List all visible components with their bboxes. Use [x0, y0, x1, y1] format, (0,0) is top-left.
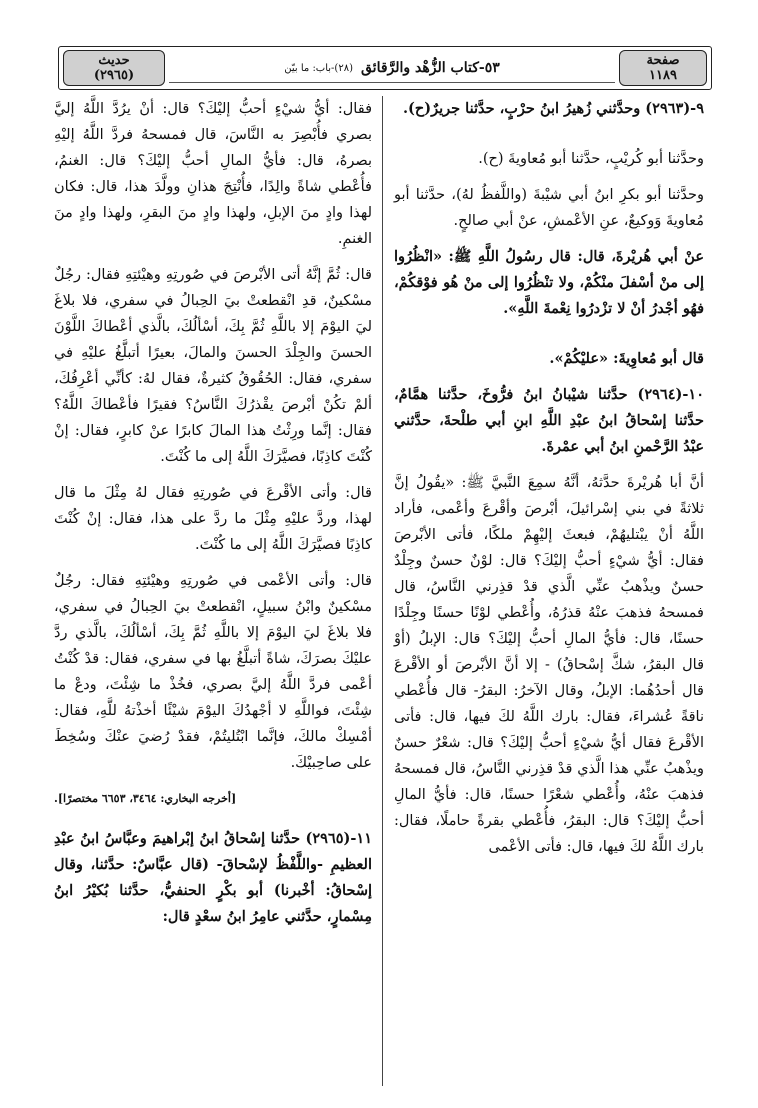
hadith-text: قال: ثُمَّ إنَّهُ أتى الأبْرصَ في صُورتِهِ وهيْئتِهِ فقال: رجُلٌ مسْكينٌ، قدِ انْقطعتْ بيَ الحِبالُ في سفري، فلا بلاغَ ليَ اليوْمَ إلا باللَّهِ ثُمَّ بِكَ، أسْألُكَ، بالَّذي أعْطاكَ اللَّوْنَ الحسنَ والجِلْدَ الحسنَ والمالَ، بعيرًا أتبلَّغُ عليْهِ في سفري، فقال: الحُقُوقُ كثيرةٌ، فقال لهُ: كأنِّي أعْرِفُكَ، ألمْ تكُنْ أبْرصَ يقْذرُكَ النَّاسُ؟ فقيرًا فأعْطاكَ اللَّهُ؟ فقال: إنَّما ورِثْتُ هذا المالَ كابرًا عنْ كابرٍ، فقال: إنْ كُنْتَ كاذِبًا، فصيَّرَكَ اللَّهُ إلى ما كُنْتَ.	[54, 267, 372, 465]
hadith-number-box	[63, 50, 165, 86]
column-divider	[382, 96, 383, 1086]
hadith-text: قال: وأتى الأقْرعَ في صُورتِهِ فقال لهُ مِثْلَ ما قال لهذا، وردَّ عليْهِ مِثْلَ ما ردَّ على هذا، فقال: إنْ كُنْتَ كاذِبًا فصيَّرَكَ اللَّهُ إلى ما كُنْتَ.	[54, 485, 372, 553]
header-rule	[169, 82, 615, 83]
page-number: ١١٨٩	[649, 68, 677, 83]
page-header	[58, 46, 712, 90]
hadith-text: عنْ أبي هُريْرةَ، قال: قال رسُولُ اللَّهِ ﷺ: «انْظُرُوا إلى منْ أسْفلَ منْكُمْ، ولا تنْظُرُوا إلى منْ هُو فوْقكُمْ، فهُو أجْدرُ أنْ لا تزْدرُوا نِعْمةَ اللَّهِ».	[394, 248, 704, 317]
page-number-box	[619, 50, 707, 86]
hadith-text: فقال: أيُّ شيْءٍ أحبُّ إليْكَ؟ قال: أنْ يرُدَّ اللَّهُ إليَّ بصري فأُبْصِرَ به النَّاسَ، قال فمسحهُ فردَّ اللَّهُ إليْهِ بصرهُ، قال: فأيُّ المالِ أحبُّ إليْكَ؟ قال: الغنمُ، فأُعْطي شاةً والِدًا، فأُنْتِجَ هذانِ وولَّدَ هذا، قال: فكان لهذا وادٍ منَ الإبلِ، ولهذا وادٍ منَ البقرِ، ولهذا وادٍ منَ الغنمِ.	[54, 101, 372, 247]
page-label: صفحة	[646, 53, 680, 68]
hadith-number: (٢٩٦٥)	[93, 68, 135, 83]
narrator-note: قال أبو مُعاوِيةَ: «عليْكُمْ».	[549, 350, 704, 367]
hadith-label: حديث	[98, 53, 130, 68]
chain-paragraph: وحدَّثنا أبو كُريْبٍ، حدَّثنا أبو مُعاويةَ (ح).	[478, 151, 704, 167]
chain-paragraph: وحدَّثنا أبو بكرِ ابنُ أبي شيْبةَ (واللَّفظُ لهُ)، حدَّثنا أبو مُعاويةَ وَوكيعٌ، عنِ الأعْمشِ، عنْ أبي صالحٍ.	[394, 187, 704, 229]
running-title	[171, 53, 613, 83]
hadith-text: قال: وأتى الأعْمى في صُورتِهِ وهيْئتِهِ فقال: رجُلٌ مسْكينٌ وابْنُ سبيلٍ، انْقطعتْ بيَ الحِبالُ في سفري، فلا بلاغَ ليَ اليوْمَ إلا باللَّهِ ثُمَّ بِكَ، أسْألُكَ، بالَّذي ردَّ عليْكَ بصرَكَ، شاةً أتبلَّغُ بها في سفري، فقال: قدْ كُنْتُ أعْمى فردَّ اللَّهُ إليَّ بصري، فخُذْ ما شِئْتَ، ودعْ ما شِئْتَ، فواللَّهِ لا أجْهدُكَ اليوْمَ شيْئًا أخذْتهُ للَّهِ، فقال: أمْسِكْ مالكَ، فإنَّما ابْتُليتُمْ، فقدْ رُضيَ عنْكَ وسُخِطَ على صاحِبيْكَ.	[54, 573, 372, 771]
left-column	[54, 96, 372, 940]
hadith-text: أنَّ أبا هُريْرةَ حدَّثهُ، أنَّهُ سمِعَ النَّبيَّ ﷺ: «يقُولُ إنَّ ثلاثةً في بني إسْرائيلَ، أبْرصَ وأقْرعَ وأعْمى، فأراد اللَّهُ أنْ يبْتليهُمْ، فبعثَ إليْهِمْ ملكًا، فأتى الأبْرصَ فقال: أيُّ شيْءٍ أحبُّ إليْكَ؟ قال: لوْنٌ حسنٌ وجِلْدٌ حسنٌ ويذْهبُ عنِّي الَّذي قدْ قذِرني النَّاسُ، قال فمسحهُ فذهبَ عنْهُ قذرُهُ، وأُعْطي لوْنًا حسنًا وجِلْدًا حسنًا، قال: فأيُّ المالِ أحبُّ إليْكَ؟ قال: الإبلُ (أوْ قال البقرُ، شكَّ إسْحاقُ) - إلا أنَّ الأبْرصَ أو الأقْرعَ قال أحدُهُما: الإبلُ، وقال الآخرُ: البقرُ- قال فأُعْطي ناقةً عُشراءَ، فقال: بارك اللَّهُ لكَ فيها، قال: فأتى الأقْرعَ فقال أيُّ شيْءٍ أحبُّ إليْكَ؟ قال: شعْرٌ حسنٌ ويذْهبُ عنِّي هذا الَّذي قدْ قذِرني النَّاسُ، قال فمسحهُ فذهبَ عنْهُ، وأُعْطي شعْرًا حسنًا، قال: فأيُّ المالِ أحبُّ إليْكَ؟ قال: البقرُ، فأُعْطي بقرةً حاملًا، فقال: بارك اللَّهُ لكَ فيها، قال: فأتى الأعْمى	[394, 475, 704, 855]
hadith-chain-2965: ١١-(٢٩٦٥) حدَّثنا إسْحاقُ ابنُ إبْراهيمَ وعبَّاسُ ابنُ عبْدِ العظيمِ -واللَّفْظُ لإسْحاقَ- (قال عبَّاسٌ: حدَّثنا، وقال إسْحاقُ: أخْبرنا) أبو بكْرٍ الحنفيُّ، حدَّثنا بُكيْرُ ابنُ مِسْمارٍ، حدَّثني عامِرُ ابنُ سعْدٍ قال:	[54, 830, 372, 925]
hadith-chain-2964: ١٠-(٢٩٦٤) حدَّثنا شيْبانُ ابنُ فرُّوخَ، حدَّثنا همَّامٌ، حدَّثنا إسْحاقُ ابنُ عبْدِ اللَّهِ ابنِ أبي طلْحةَ، حدَّثني عبْدُ الرَّحْمنِ ابنُ أبي عمْرةَ.	[394, 386, 704, 455]
takhrij-reference: [أخرجه البخاري: ٣٤٦٤، ٦٦٥٣ مختصرًا].	[54, 792, 237, 805]
hadith-chain-2963: ٩-(٢٩٦٣) وحدَّثني زُهيرُ ابنُ حرْبٍ، حدَّثنا جريرٌ(ح).	[402, 100, 704, 117]
right-column	[394, 96, 704, 870]
chapter-title: (٢٨)-باب: ما بيّن	[284, 62, 353, 74]
book-title: ٥٣-كتاب الزُّهْد والرَّقائق	[361, 60, 500, 76]
